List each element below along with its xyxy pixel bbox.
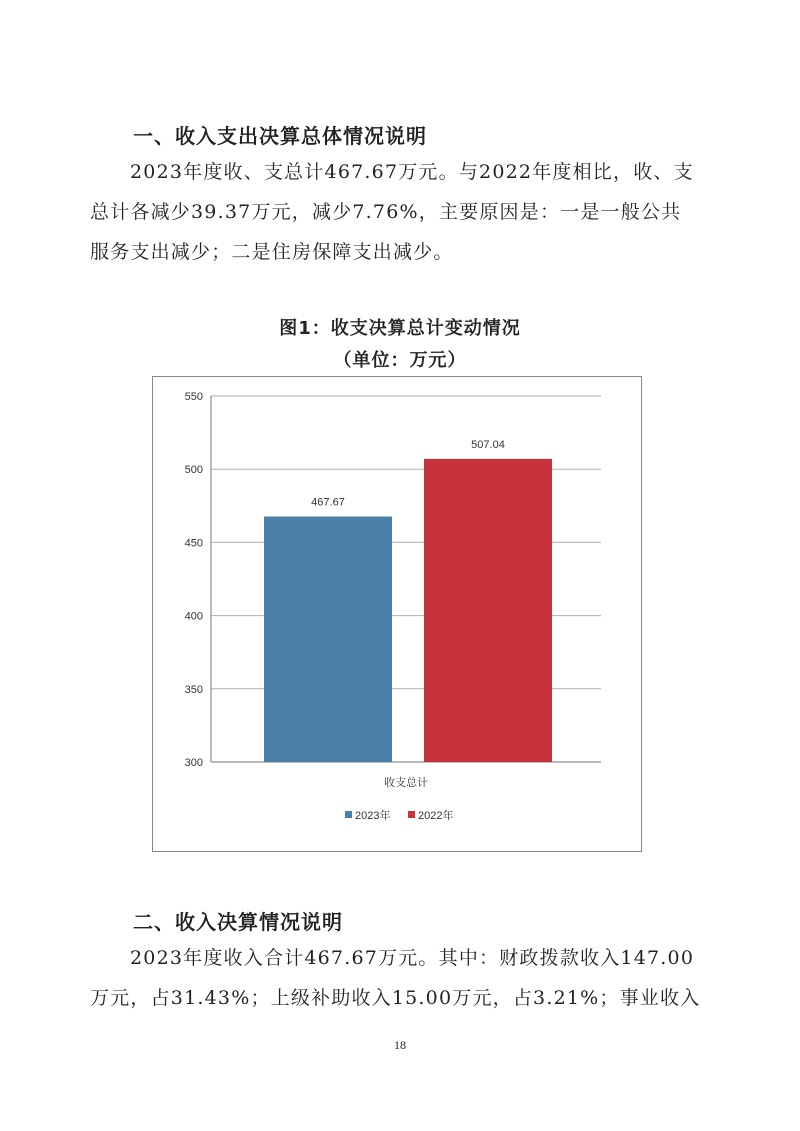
y-tick-label: 550: [184, 391, 203, 403]
page-number: 18: [394, 1038, 406, 1052]
figure-title: 图1：收支决算总计变动情况: [279, 318, 521, 339]
section2-heading: 二、收入决算情况说明: [133, 910, 343, 934]
x-category-label: 收支总计: [384, 777, 428, 789]
section1-line-3: 服务支出减少；二是住房保障支出减少。: [90, 241, 454, 263]
bar-2023: [264, 517, 392, 762]
section1-heading: 一、收入支出决算总体情况说明: [133, 124, 427, 148]
section2-line-2: 万元，占31.43%；上级补助收入15.00万元，占3.21%；事业收入: [90, 987, 701, 1009]
section2-line-1: 2023年度收入合计467.67万元。其中：财政拨款收入147.00: [130, 947, 695, 969]
section1-line-2: 总计各减少39.37万元，减少7.76%，主要原因是：一是一般公共: [90, 201, 682, 223]
legend-swatch: [408, 811, 415, 818]
section1-paragraph: [90, 152, 702, 272]
data-label: 467.67: [311, 496, 345, 509]
y-tick-label: 400: [184, 610, 203, 623]
y-tick-label: 350: [184, 683, 203, 696]
section1-line-1: 2023年度收、支总计467.67万元。与2022年度相比，收、支: [130, 161, 694, 183]
y-tick-label: 450: [184, 537, 203, 550]
y-tick-label: 300: [184, 757, 203, 769]
section2-paragraph: [90, 938, 702, 1018]
legend-label: 2022年: [418, 810, 454, 822]
figure-unit: （单位：万元）: [333, 350, 467, 371]
bar-chart: [152, 376, 642, 852]
legend-label: 2023年: [355, 810, 391, 822]
bar-2022: [424, 459, 552, 762]
data-label: 507.04: [471, 438, 505, 451]
legend-swatch: [345, 811, 352, 818]
chart-canvas: [153, 377, 641, 851]
y-tick-label: 500: [184, 464, 203, 477]
